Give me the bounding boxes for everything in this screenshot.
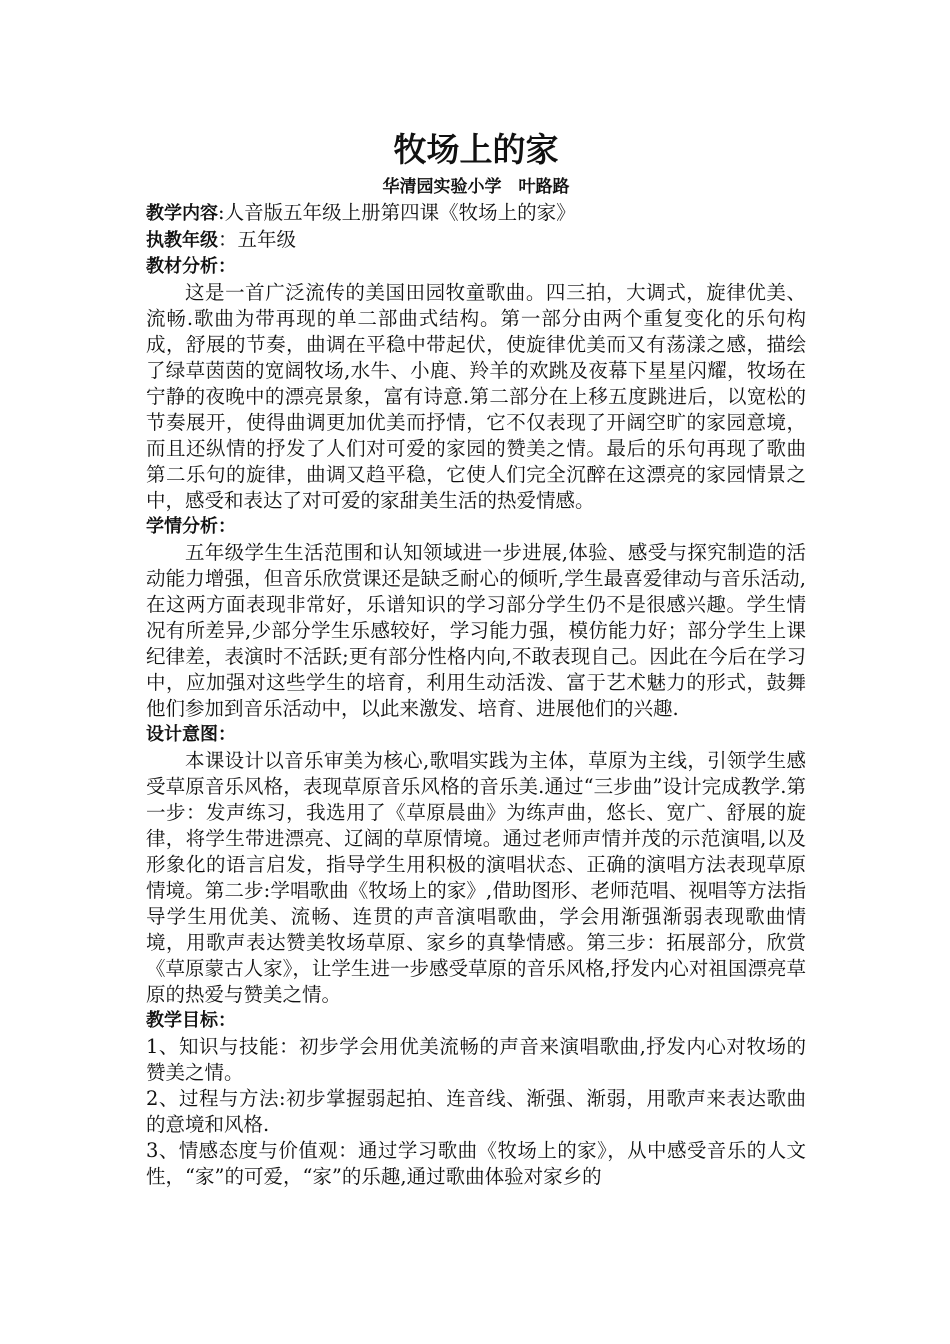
- grade-value: ：五年级: [218, 228, 297, 251]
- section-heading-textbook-analysis: 教材分析：: [146, 256, 236, 277]
- teaching-content-label: 教学内容: [146, 203, 218, 224]
- goal-item: 1、知识与技能：初步学会用优美流畅的声音来演唱歌曲,抒发内心对牧场的赞美之情。: [146, 1035, 806, 1084]
- document-title: 牧场上的家: [393, 130, 559, 169]
- goal-item: 3、情感态度与价值观：通过学习歌曲《牧场上的家》，从中感受音乐的人文性，“家”的可爱，“家”的乐趣,通过歌曲体验对家乡的: [146, 1139, 806, 1188]
- goal-item: 2、过程与方法:初步掌握弱起拍、连音线、渐强、渐弱，用歌声来表达歌曲的意境和风格.: [146, 1087, 806, 1136]
- section-heading-design-intent: 设计意图：: [146, 724, 236, 745]
- section-text-student-analysis: 五年级学生生活范围和认知领域进一步进展,体验、感受与探究制造的活动能力增强，但音乐欣赏课还是缺乏耐心的倾听,学生最喜爱律动与音乐活动,在这两方面表现非常好，乐谱知识的学习部分学生仍不是很感兴趣。学生情况有所差异,少部分学生乐感较好，学习能力强，模仿能力好；部分学生上课纪律差，表演时不活跃;更有部分性格内向,不敢表现自己。因此在今后在学习中，应加强对这些学生的培育，利用生动活泼、富于艺术魅力的形式，鼓舞他们参加到音乐活动中，以此来激发、培育、进展他们的兴趣.: [146, 541, 806, 720]
- grade-label: 执教年级: [146, 230, 218, 251]
- teaching-content-value: :人音版五年级上册第四课《牧场上的家》: [218, 201, 576, 224]
- section-heading-student-analysis: 学情分析：: [146, 516, 236, 537]
- grade-line: [146, 227, 806, 254]
- section-heading-teaching-goals: 教学目标：: [146, 1010, 236, 1031]
- document-page: [146, 128, 806, 1190]
- author-line: 华清园实验小学 叶路路: [382, 177, 570, 197]
- teaching-content-line: [146, 200, 806, 227]
- section-text-design-intent: 本课设计以音乐审美为核心,歌唱实践为主体，草原为主线，引领学生感受草原音乐风格，表现草原音乐风格的音乐美.通过“三步曲”设计完成教学.第一步：发声练习，我选用了《草原晨曲》为练声曲，悠长、宽广、舒展的旋律，将学生带进漂亮、辽阔的草原情境。通过老师声情并茂的示范演唱,以及形象化的语言启发，指导学生用积极的演唱状态、正确的演唱方法表现草原情境。第二步:学唱歌曲《牧场上的家》,借助图形、老师范唱、视唱等方法指导学生用优美、流畅、连贯的声音演唱歌曲，学会用渐强渐弱表现歌曲情境，用歌声表达赞美牧场草原、家乡的真挚情感。第三步：拓展部分，欣赏《草原蒙古人家》，让学生进一步感受草原的音乐风格,抒发内心对祖国漂亮草原的热爱与赞美之情。: [146, 749, 806, 1006]
- section-text-textbook-analysis: 这是一首广泛流传的美国田园牧童歌曲。四三拍，大调式，旋律优美、流畅.歌曲为带再现的单二部曲式结构。第一部分由两个重复变化的乐句构成，舒展的节奏，曲调在平稳中带起伏，使旋律优美而又有荡漾之感，描绘了绿草茵茵的宽阔牧场,水牛、小鹿、羚羊的欢跳及夜幕下星星闪耀，牧场在宁静的夜晚中的漂亮景象，富有诗意.第二部分在上移五度跳进后，以宽松的节奏展开，使得曲调更加优美而抒情，它不仅表现了开阔空旷的家园意境，而且还纵情的抒发了人们对可爱的家园的赞美之情。最后的乐句再现了歌曲第二乐句的旋律，曲调又趋平稳，它使人们完全沉醉在这漂亮的家园情景之中，感受和表达了对可爱的家甜美生活的热爱情感。: [146, 281, 806, 512]
